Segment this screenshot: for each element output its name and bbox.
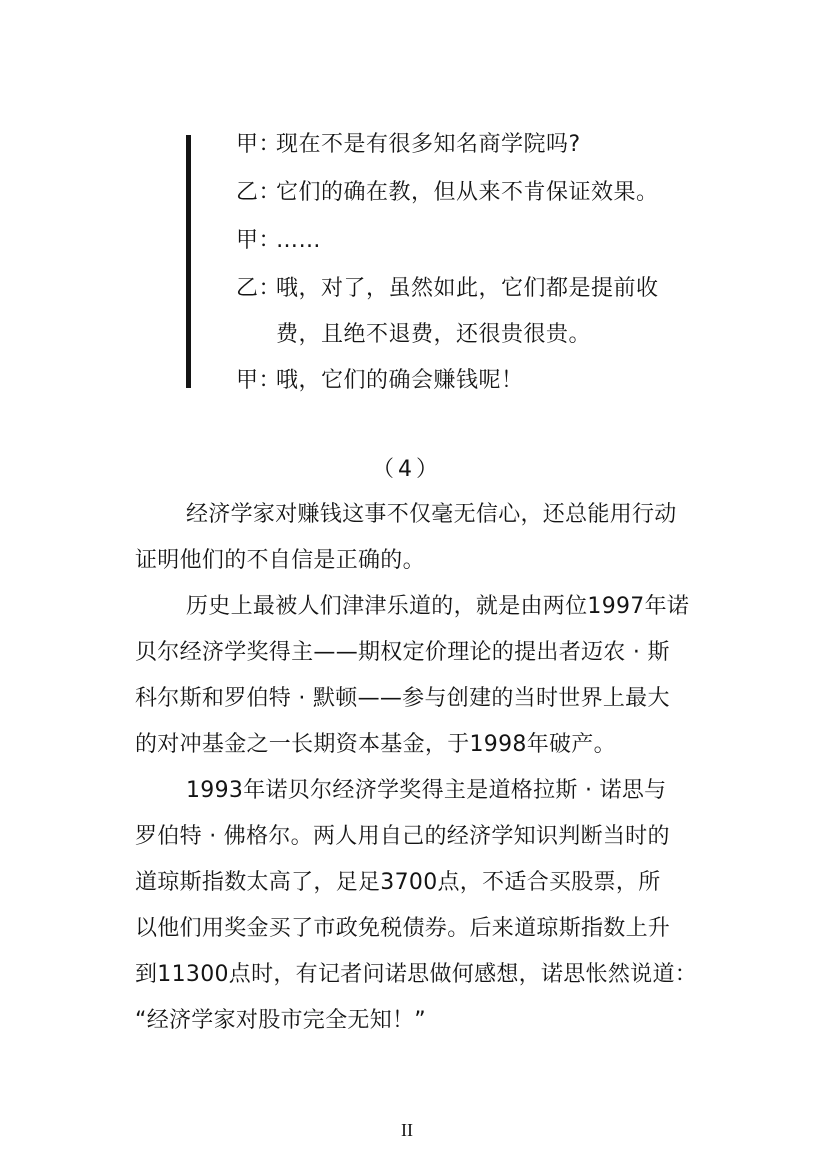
section-heading: （4） (372, 457, 442, 482)
paragraph-3-line-4: 以他们用奖金买了市政免税债券。后来道琼斯指数上升 (135, 916, 671, 941)
paragraph-3-line-3: 道琼斯指数太高了，足足3700点，不适合买股票，所 (135, 870, 661, 895)
dialogue-line-continuation (276, 320, 591, 350)
dialogue-text: 它们的确在教，但从来不肯保证效果。 (276, 180, 659, 205)
dialogue-text: 现在不是有很多知名商学院吗? (276, 132, 581, 157)
paragraph-1-line-2: 证明他们的不自信是正确的。 (135, 548, 425, 573)
paragraph-3-line-2: 罗伯特 · 佛格尔。两人用自己的经济学知识判断当时的 (135, 824, 670, 849)
dialogue-line (236, 274, 659, 304)
dialogue-line (236, 226, 321, 256)
dialogue-speaker: 甲： (236, 228, 282, 253)
dialogue-speaker: 甲： (236, 132, 282, 157)
dialogue-text: 费，且绝不退费，还很贵很贵。 (276, 322, 592, 347)
paragraph-2-line-4: 的对冲基金之一长期资本基金，于1998年破产。 (135, 732, 616, 757)
dialogue-vertical-rule (186, 135, 191, 388)
dialogue-speaker: 乙： (236, 180, 282, 205)
dialogue-text: 哦，对了，虽然如此，它们都是提前收 (276, 276, 659, 301)
paragraph-2-line-3: 科尔斯和罗伯特 · 默顿——参与创建的当时世界上最大 (135, 686, 670, 711)
paragraph-2-line-2: 贝尔经济学奖得主——期权定价理论的提出者迈农 · 斯 (135, 640, 670, 665)
paragraph-1-line-1: 经济学家对赚钱这事不仅毫无信心，还总能用行动 (186, 502, 677, 527)
dialogue-text: 哦，它们的确会赚钱呢！ (276, 368, 524, 393)
dialogue-speaker: 甲： (236, 368, 282, 393)
dialogue-line (236, 130, 581, 160)
dialogue-speaker: 乙： (236, 276, 282, 301)
page-number: II (401, 1120, 413, 1140)
paragraph-3-line-5: 到11300点时，有记者问诺思做何感想，诺思怅然说道： (135, 962, 698, 987)
paragraph-3-line-6: “经济学家对股市完全无知！” (135, 1008, 426, 1033)
dialogue-line (236, 366, 524, 396)
dialogue-text: …… (276, 228, 321, 253)
paragraph-2-line-1: 历史上最被人们津津乐道的，就是由两位1997年诺 (186, 594, 690, 619)
paragraph-3-line-1: 1993年诺贝尔经济学奖得主是道格拉斯 · 诺思与 (186, 778, 667, 803)
dialogue-line (236, 178, 659, 208)
